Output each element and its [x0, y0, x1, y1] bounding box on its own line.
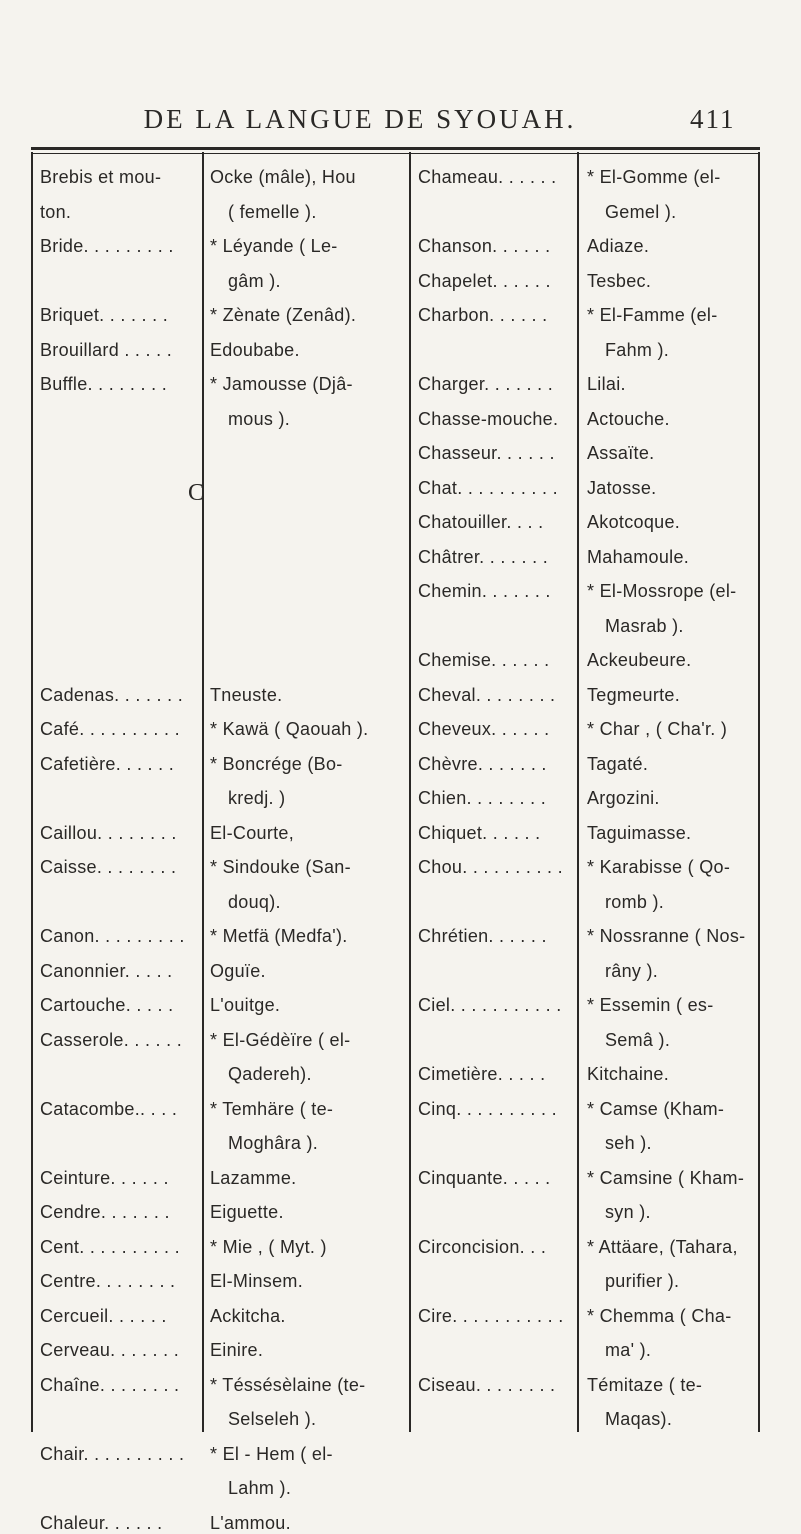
- syouah-translation: El-Minsem.: [210, 1271, 304, 1291]
- french-term: Chasse-mouche.: [418, 408, 559, 429]
- syouah-translation: ( femelle ).: [228, 201, 317, 222]
- french-term: Cheveux. . . . . .: [418, 719, 550, 739]
- syouah-translation: * Léyande ( Le-: [210, 236, 338, 256]
- syouah-translation: Eiguette.: [210, 1202, 284, 1222]
- syouah-translation: Fahm ).: [605, 339, 670, 360]
- syouah-translation: Edoubabe.: [210, 339, 300, 360]
- syouah-translation: Argozini.: [587, 788, 660, 808]
- syouah-translation: Maqas).: [605, 1409, 673, 1429]
- syouah-translation: * Mie , ( Myt. ): [210, 1236, 327, 1257]
- french-term: Chapelet. . . . . .: [418, 270, 551, 291]
- french-term: Circoncision. . .: [418, 1236, 547, 1257]
- french-term: Chameau. . . . . .: [418, 167, 557, 187]
- syouah-translation: * Karabisse ( Qo-: [587, 857, 731, 877]
- french-term: Cinquante. . . . .: [418, 1167, 551, 1188]
- syouah-translation: Masrab ).: [605, 615, 684, 636]
- french-term: Cent. . . . . . . . . .: [40, 1236, 180, 1257]
- french-term: Chair. . . . . . . . . .: [40, 1443, 185, 1464]
- syouah-translation: romb ).: [605, 891, 665, 912]
- french-term: Chemin. . . . . . .: [418, 581, 551, 601]
- syouah-translation: mous ).: [228, 408, 291, 429]
- french-term: Brouillard . . . . .: [40, 339, 173, 360]
- french-term: Café. . . . . . . . . .: [40, 719, 180, 739]
- french-term: Chien. . . . . . . .: [418, 788, 547, 808]
- french-term: Ciseau. . . . . . . .: [418, 1374, 556, 1395]
- syouah-translation: Tesbec.: [587, 270, 652, 291]
- french-term: Canon. . . . . . . . .: [40, 926, 185, 946]
- french-term: Chanson. . . . . .: [418, 236, 551, 256]
- syouah-translation: Akotcoque.: [587, 512, 681, 532]
- french-term: Ceinture. . . . . .: [40, 1167, 169, 1188]
- syouah-translation: syn ).: [605, 1202, 651, 1222]
- french-term: Ciel. . . . . . . . . . .: [418, 995, 562, 1015]
- syouah-translation: Ocke (mâle), Hou: [210, 167, 356, 187]
- french-term: Catacombe.. . . .: [40, 1098, 178, 1119]
- syouah-translation: Ackitcha.: [210, 1305, 286, 1326]
- syouah-translation: Témitaze ( te-: [587, 1374, 703, 1395]
- syouah-translation: Einire.: [210, 1340, 264, 1360]
- syouah-translation: Mahamoule.: [587, 546, 690, 567]
- syouah-translation: * Char , ( Cha'r. ): [587, 719, 728, 739]
- syouah-translation: L'ammou.: [210, 1512, 291, 1533]
- french-term: Caisse. . . . . . . .: [40, 857, 177, 877]
- syouah-translation: * El-Mossrope (el-: [587, 581, 737, 601]
- syouah-translation: Lahm ).: [228, 1478, 292, 1498]
- french-term: Cercueil. . . . . .: [40, 1305, 167, 1326]
- page-number: 411: [690, 104, 736, 134]
- french-term: Brebis et mou-: [40, 167, 162, 187]
- french-term: Chatouiller. . . .: [418, 512, 544, 532]
- syouah-translation: Tegmeurte.: [587, 684, 681, 705]
- syouah-translation: Lilai.: [587, 374, 626, 394]
- syouah-translation: Selseleh ).: [228, 1409, 317, 1429]
- syouah-translation: Oguïe.: [210, 960, 266, 981]
- french-term: Chaleur. . . . . .: [40, 1512, 163, 1533]
- syouah-translation: Tagaté.: [587, 753, 649, 774]
- syouah-translation: Moghâra ).: [228, 1133, 319, 1153]
- french-term: Bride. . . . . . . . .: [40, 236, 174, 256]
- syouah-translation: * Sindouke (San-: [210, 857, 351, 877]
- french-term: Cimetière. . . . .: [418, 1064, 546, 1084]
- french-term: Chaîne. . . . . . . .: [40, 1374, 180, 1395]
- syouah-translation: * Attäare, (Tahara,: [587, 1236, 738, 1257]
- syouah-translation: seh ).: [605, 1133, 652, 1153]
- french-term: Chèvre. . . . . . .: [418, 753, 547, 774]
- french-term: Caillou. . . . . . . .: [40, 822, 177, 843]
- french-term: Briquet. . . . . . .: [40, 305, 169, 325]
- french-term: Charger. . . . . . .: [418, 374, 554, 394]
- french-term: Cheval. . . . . . . .: [418, 684, 556, 705]
- french-term: Cinq. . . . . . . . . .: [418, 1098, 557, 1119]
- syouah-translation: * Nossranne ( Nos-: [587, 926, 746, 946]
- french-term: Centre. . . . . . . .: [40, 1271, 176, 1291]
- syouah-translation: El-Courte,: [210, 822, 295, 843]
- syouah-translation: Jatosse.: [587, 477, 657, 498]
- french-term: Chemise. . . . . .: [418, 650, 550, 670]
- french-term: Canonnier. . . . .: [40, 960, 173, 981]
- syouah-translation: * El - Hem ( el-: [210, 1443, 333, 1464]
- french-term: Cadenas. . . . . . .: [40, 684, 184, 705]
- syouah-translation: L'ouitge.: [210, 995, 281, 1015]
- syouah-translation: Lazamme.: [210, 1167, 297, 1188]
- syouah-translation: Adiaze.: [587, 236, 650, 256]
- french-term: Cire. . . . . . . . . . .: [418, 1305, 564, 1326]
- syouah-translation: Semâ ).: [605, 1029, 671, 1050]
- french-term: Chasseur. . . . . .: [418, 443, 555, 463]
- french-term: Chat. . . . . . . . . .: [418, 477, 558, 498]
- french-term: Cendre. . . . . . .: [40, 1202, 170, 1222]
- syouah-translation: * Metfä (Medfa').: [210, 926, 348, 946]
- french-term: Châtrer. . . . . . .: [418, 546, 549, 567]
- syouah-translation: * Kawä ( Qaouah ).: [210, 719, 369, 739]
- syouah-translation: * Temhäre ( te-: [210, 1098, 334, 1119]
- syouah-translation: Qadereh).: [228, 1064, 312, 1084]
- french-term: Chiquet. . . . . .: [418, 822, 541, 843]
- french-term: Cartouche. . . . .: [40, 995, 174, 1015]
- syouah-translation: purifier ).: [605, 1271, 680, 1291]
- syouah-translation: gâm ).: [228, 270, 281, 291]
- syouah-translation: * El-Famme (el-: [587, 305, 718, 325]
- syouah-translation: Ackeubeure.: [587, 650, 692, 670]
- syouah-translation: ma' ).: [605, 1340, 652, 1360]
- syouah-translation: douq).: [228, 891, 281, 912]
- syouah-translation: Gemel ).: [605, 201, 677, 222]
- syouah-translation: * Camsine ( Kham-: [587, 1167, 745, 1188]
- syouah-translation: Assaïte.: [587, 443, 655, 463]
- syouah-translation: * Camse (Kham-: [587, 1098, 725, 1119]
- section-letter: C: [188, 480, 205, 506]
- running-head-title: DE LA LANGUE DE SYOUAH.: [143, 104, 577, 134]
- syouah-translation: kredj. ): [228, 788, 286, 808]
- french-term: Chrétien. . . . . .: [418, 926, 547, 946]
- syouah-translation: * Chemma ( Cha-: [587, 1305, 732, 1326]
- french-term: Cafetière. . . . . .: [40, 753, 175, 774]
- syouah-translation: Taguimasse.: [587, 822, 692, 843]
- syouah-translation: * Essemin ( es-: [587, 995, 714, 1015]
- french-term: Charbon. . . . . .: [418, 305, 548, 325]
- french-term: Casserole. . . . . .: [40, 1029, 183, 1050]
- french-term: Buffle. . . . . . . .: [40, 374, 168, 394]
- syouah-translation: râny ).: [605, 960, 659, 981]
- syouah-translation: Tneuste.: [210, 684, 283, 705]
- french-term: ton.: [40, 201, 72, 222]
- syouah-translation: Actouche.: [587, 408, 670, 429]
- french-term: Chou. . . . . . . . . .: [418, 857, 563, 877]
- french-term: Cerveau. . . . . . .: [40, 1340, 180, 1360]
- syouah-translation: * Zènate (Zenâd).: [210, 305, 357, 325]
- syouah-translation: Kitchaine.: [587, 1064, 670, 1084]
- syouah-translation: * El-Gomme (el-: [587, 167, 721, 187]
- syouah-translation: * Téssésèlaine (te-: [210, 1374, 366, 1395]
- syouah-translation: * Jamousse (Djâ-: [210, 374, 353, 394]
- syouah-translation: * Boncrége (Bo-: [210, 753, 343, 774]
- syouah-translation: * El-Gédèïre ( el-: [210, 1029, 351, 1050]
